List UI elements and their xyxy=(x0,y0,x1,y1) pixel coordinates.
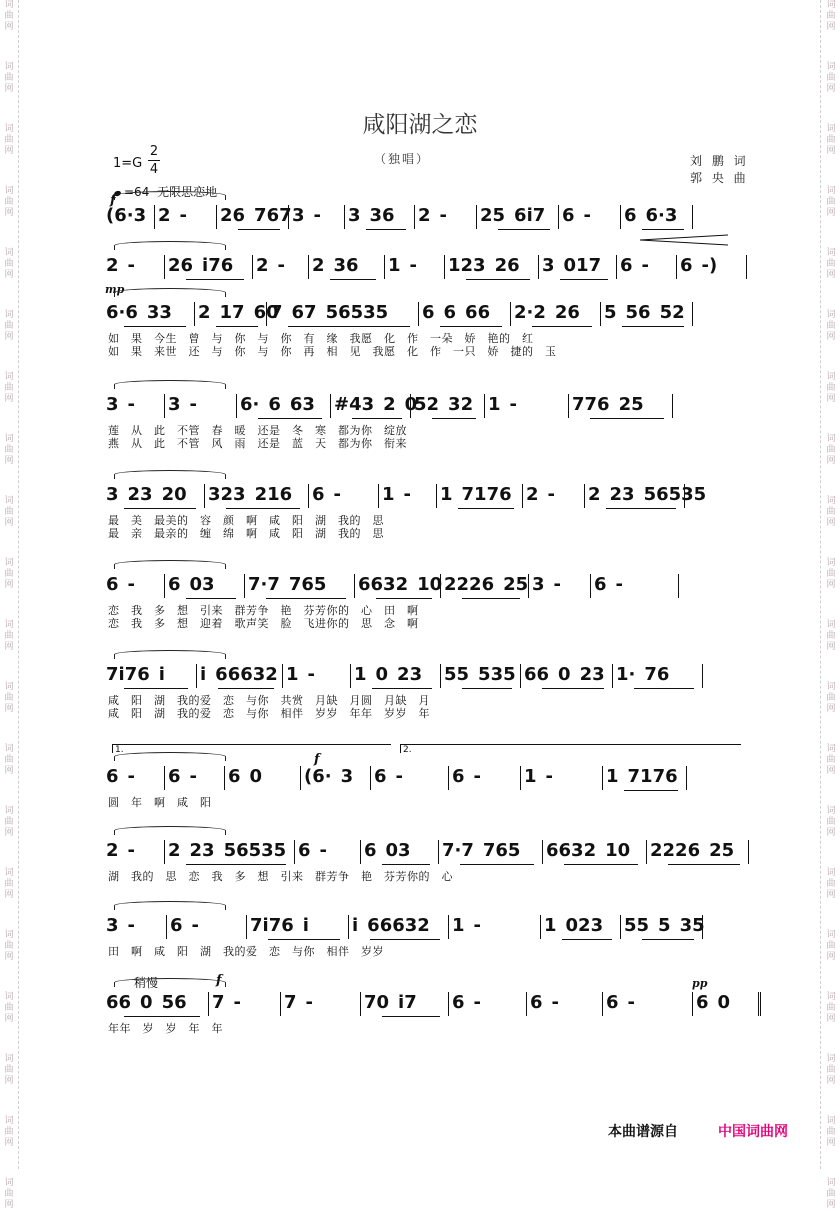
measure: 2 - xyxy=(158,205,187,226)
barline xyxy=(448,915,449,939)
tie-arc xyxy=(114,650,226,659)
measure: 6 - xyxy=(106,574,135,595)
measure: 6 0 xyxy=(696,992,731,1013)
lyrics-verse-2: 燕 从 此 不管 风 雨 还是 蓝 天 都为你 衔来 xyxy=(108,437,407,450)
barline xyxy=(692,205,693,229)
notes-line xyxy=(100,913,752,939)
measure: 3 36 xyxy=(348,205,395,226)
measure: 6 - xyxy=(606,992,635,1013)
footer-source-label: 本曲谱源自 xyxy=(608,1124,678,1140)
barline xyxy=(520,766,521,790)
measure: 70 i7 xyxy=(364,992,417,1013)
score-subtitle: （独唱） xyxy=(374,152,431,166)
beam-underline xyxy=(560,279,608,280)
measure: (6·3 xyxy=(106,205,147,226)
measure: 52 32 xyxy=(414,394,474,415)
measure: 3 - xyxy=(106,915,135,936)
beam-underline xyxy=(124,1016,200,1017)
barline xyxy=(538,255,539,279)
measure: i 66632 xyxy=(200,664,278,685)
barline xyxy=(246,915,247,939)
lyrics-verse-1: 咸 阳 湖 我的爱 恋 与你 共赏 月缺 月圆 月缺 月 xyxy=(108,694,430,707)
beam-underline xyxy=(382,864,430,865)
measure: 2226 25 xyxy=(444,574,529,595)
barline xyxy=(526,992,527,1016)
beam-underline xyxy=(642,939,694,940)
beam-underline xyxy=(532,326,592,327)
lyrics-verse-2: 如 果 来世 还 与 你 与 你 再 相 见 我愿 化 作 一只 娇 捷的 玉 xyxy=(108,345,557,358)
footer-site-link[interactable]: 中国词曲网 xyxy=(718,1124,788,1140)
beam-underline xyxy=(266,598,346,599)
tie-arc xyxy=(114,560,226,569)
measure: 66 0 23 xyxy=(524,664,605,685)
beam-underline xyxy=(562,939,612,940)
crescendo-hairpin xyxy=(640,234,730,246)
measure: 7i76 i xyxy=(106,664,165,685)
beam-underline xyxy=(124,326,186,327)
lyrics-verse-2: 最 亲 最亲的 缠 绵 啊 咸 阳 湖 我的 思 xyxy=(108,527,384,540)
barline xyxy=(676,255,677,279)
barline xyxy=(360,840,361,864)
barline xyxy=(252,255,253,279)
barline xyxy=(510,302,511,326)
lyrics-verse-2: 恋 我 多 想 迎着 歌声笑 脸 飞进你的 思 念 啊 xyxy=(108,617,419,630)
beam-underline xyxy=(372,688,432,689)
barline xyxy=(436,484,437,508)
beam-underline xyxy=(606,508,676,509)
barline xyxy=(476,205,477,229)
measure: 25 6i7 xyxy=(480,205,546,226)
measure: 1 - xyxy=(524,766,553,787)
notes-line xyxy=(100,764,752,790)
dynamic-forte-2: f xyxy=(314,752,320,767)
measure: 3 - xyxy=(106,394,135,415)
lyricist-credit: 刘 鹏 词 xyxy=(690,154,749,168)
measure: 6 - xyxy=(530,992,559,1013)
dynamic-mezzo-piano: mp xyxy=(105,283,125,296)
barline xyxy=(620,205,621,229)
beam-underline xyxy=(564,864,638,865)
beam-underline xyxy=(466,279,530,280)
barline xyxy=(414,205,415,229)
barline xyxy=(584,484,585,508)
key-signature: 1=G xyxy=(113,156,143,171)
lyrics-verse-1: 最 美 最美的 容 颜 啊 咸 阳 湖 我的 思 xyxy=(108,514,384,527)
barline xyxy=(620,915,621,939)
barline xyxy=(678,574,679,598)
watermark-left: 词 曲 网 词 曲 网 词 曲 网 词 曲 网 词 曲 网 词 曲 网 词 曲 网 词 曲 网 词 曲 网 词 曲 网 词 曲 网 词 曲 网 词 曲 网 词 曲 网 词 曲 网 词 曲 网 词 曲 网 词 曲 网 词 曲 网 词 曲 网 xyxy=(4,0,14,1210)
barline xyxy=(378,484,379,508)
tie-arc xyxy=(114,470,226,479)
barline xyxy=(360,992,361,1016)
beam-underline xyxy=(462,688,512,689)
measure: 6 - xyxy=(298,840,327,861)
barline xyxy=(330,394,331,418)
barline xyxy=(692,302,693,326)
tie-arc xyxy=(114,241,226,250)
barline xyxy=(646,840,647,864)
measure: 1 7176 xyxy=(606,766,678,787)
beam-underline xyxy=(590,418,664,419)
beam-underline xyxy=(460,864,534,865)
measure: 2 - xyxy=(106,255,135,276)
barline xyxy=(266,302,267,326)
measure: #43 2 0 xyxy=(334,394,418,415)
barline xyxy=(528,574,529,598)
tie-arc xyxy=(114,978,226,987)
measure: 1 - xyxy=(286,664,315,685)
barline xyxy=(590,574,591,598)
barline xyxy=(164,394,165,418)
measure: 2 - xyxy=(256,255,285,276)
beam-underline xyxy=(352,418,402,419)
barline xyxy=(294,840,295,864)
barline xyxy=(164,766,165,790)
lyrics-verse-1: 如 果 今生 曾 与 你 与 你 有 缘 我愿 化 作 一朵 娇 艳的 红 xyxy=(108,332,534,345)
left-margin-line xyxy=(18,0,19,1169)
barline xyxy=(282,664,283,688)
measure: 2 23 56535 xyxy=(588,484,707,505)
tempo-expression: 无限思恋地 xyxy=(157,185,218,199)
barline xyxy=(444,255,445,279)
tie-arc xyxy=(114,752,226,761)
measure: 66 0 56 xyxy=(106,992,187,1013)
notes-line xyxy=(100,392,752,418)
barline xyxy=(672,394,673,418)
measure: 2 - xyxy=(526,484,555,505)
beam-underline xyxy=(642,229,684,230)
barline xyxy=(612,664,613,688)
time-signature xyxy=(148,144,160,177)
beam-underline xyxy=(440,326,502,327)
barline xyxy=(692,992,693,1016)
barline xyxy=(602,766,603,790)
barline xyxy=(758,992,761,1016)
beam-underline xyxy=(226,508,300,509)
barline xyxy=(540,915,541,939)
barline xyxy=(354,574,355,598)
measure: 6 - xyxy=(374,766,403,787)
notes-line xyxy=(100,572,752,598)
beam-underline xyxy=(258,418,322,419)
beam-underline xyxy=(622,326,684,327)
beam-underline xyxy=(542,688,604,689)
measure: 2 17 60 xyxy=(198,302,279,323)
right-margin-line xyxy=(820,0,821,1169)
beam-underline xyxy=(624,790,678,791)
measure: 6 - xyxy=(594,574,623,595)
measure: 2 23 56535 xyxy=(168,840,287,861)
barline xyxy=(196,664,197,688)
beam-underline xyxy=(458,508,514,509)
barline xyxy=(686,766,687,790)
measure: 1 023 xyxy=(544,915,604,936)
lyrics-verse-1: 湖 我的 思 恋 我 多 想 引来 群芳争 艳 芬芳你的 心 xyxy=(108,870,453,883)
barline xyxy=(350,664,351,688)
notes-line xyxy=(100,662,752,688)
barline xyxy=(684,484,685,508)
barline xyxy=(440,664,441,688)
barline xyxy=(600,302,601,326)
measure: 3 017 xyxy=(542,255,602,276)
measure: 6 0 xyxy=(228,766,263,787)
beam-underline xyxy=(668,864,740,865)
barline xyxy=(308,484,309,508)
measure: 6 - xyxy=(562,205,591,226)
measure: 7 - xyxy=(212,992,241,1013)
measure: 7·7 765 xyxy=(248,574,327,595)
notes-line xyxy=(100,482,752,508)
barline xyxy=(418,302,419,326)
beam-underline xyxy=(634,688,694,689)
barline xyxy=(384,255,385,279)
barline xyxy=(438,840,439,864)
barline xyxy=(164,840,165,864)
beam-underline xyxy=(288,326,410,327)
barline xyxy=(164,255,165,279)
beam-underline xyxy=(218,688,274,689)
measure: 2 36 xyxy=(312,255,359,276)
time-signature-bottom: 4 xyxy=(149,162,159,177)
measure: 6 6·3 xyxy=(624,205,678,226)
measure: 2 - xyxy=(418,205,447,226)
barline xyxy=(344,205,345,229)
beam-underline xyxy=(462,598,520,599)
barline xyxy=(164,574,165,598)
beam-underline xyxy=(186,598,236,599)
barline xyxy=(448,992,449,1016)
beam-underline xyxy=(370,939,440,940)
beam-underline xyxy=(216,326,258,327)
measure: 7 - xyxy=(284,992,313,1013)
measure: 55 5 35 xyxy=(624,915,705,936)
barline xyxy=(542,840,543,864)
measure: 1 - xyxy=(452,915,481,936)
lyrics-verse-1: 田 啊 咸 阳 湖 我的爱 恋 与你 相伴 岁岁 xyxy=(108,945,384,958)
measure: 6 -) xyxy=(680,255,718,276)
measure: 6· 6 63 xyxy=(240,394,315,415)
barline xyxy=(702,664,703,688)
barline xyxy=(616,255,617,279)
measure: 6·6 33 xyxy=(106,302,172,323)
tie-arc xyxy=(114,380,226,389)
composer-credit: 郭 央 曲 xyxy=(690,171,749,185)
measure: 1· 76 xyxy=(616,664,670,685)
dynamic-pianissimo: pp xyxy=(692,977,708,990)
barline xyxy=(702,915,703,939)
beam-underline xyxy=(124,508,196,509)
barline xyxy=(236,394,237,418)
barline xyxy=(194,302,195,326)
measure: 6 - xyxy=(168,766,197,787)
barline xyxy=(154,205,155,229)
measure: 2·2 26 xyxy=(514,302,580,323)
tempo-change-mark: 稍慢 xyxy=(134,976,159,990)
barline xyxy=(746,255,747,279)
beam-underline xyxy=(268,939,340,940)
barline xyxy=(288,205,289,229)
measure: 6632 10 xyxy=(358,574,443,595)
measure: 6 - xyxy=(106,766,135,787)
measure: 26 i76 xyxy=(168,255,234,276)
notes-line xyxy=(100,300,752,326)
volta-second-ending: 2. xyxy=(400,744,741,753)
barline xyxy=(224,766,225,790)
barline xyxy=(216,205,217,229)
measure: 3 - xyxy=(532,574,561,595)
measure: 5 56 52 xyxy=(604,302,685,323)
barline xyxy=(558,205,559,229)
barline xyxy=(568,394,569,418)
measure: 1 0 23 xyxy=(354,664,423,685)
lyrics-verse-1: 年年 岁 岁 年 年 xyxy=(108,1022,223,1035)
watermark-right: 词 曲 网 词 曲 网 词 曲 网 词 曲 网 词 曲 网 词 曲 网 词 曲 网 词 曲 网 词 曲 网 词 曲 网 词 曲 网 词 曲 网 词 曲 网 词 曲 网 词 曲 网 词 曲 网 词 曲 网 词 曲 网 词 曲 网 词 曲 网 xyxy=(826,0,836,1210)
barline xyxy=(440,574,441,598)
measure: 6 - xyxy=(452,766,481,787)
volta-first-ending: 1. xyxy=(112,744,391,753)
measure: 3 - xyxy=(292,205,321,226)
barline xyxy=(448,766,449,790)
measure: 2226 25 xyxy=(650,840,735,861)
beam-underline xyxy=(382,1016,440,1017)
measure: 6 - xyxy=(452,992,481,1013)
measure: 26 767 xyxy=(220,205,292,226)
beam-underline xyxy=(366,229,406,230)
measure: 55 535 xyxy=(444,664,516,685)
barline xyxy=(520,664,521,688)
measure: 7 67 56535 xyxy=(270,302,389,323)
measure: 6 - xyxy=(170,915,199,936)
barline xyxy=(300,766,301,790)
measure: 3 23 20 xyxy=(106,484,187,505)
barline xyxy=(166,915,167,939)
measure: 3 - xyxy=(168,394,197,415)
barline xyxy=(204,484,205,508)
beam-underline xyxy=(186,864,286,865)
notes-line xyxy=(100,838,752,864)
measure: 6 03 xyxy=(168,574,215,595)
measure: 1 7176 xyxy=(440,484,512,505)
barline xyxy=(748,840,749,864)
tie-arc xyxy=(114,901,226,910)
barline xyxy=(308,255,309,279)
barline xyxy=(410,394,411,418)
tie-arc xyxy=(114,826,226,835)
measure: 123 26 xyxy=(448,255,520,276)
measure: 776 25 xyxy=(572,394,644,415)
measure: 1 - xyxy=(382,484,411,505)
beam-underline xyxy=(238,229,280,230)
measure: (6· 3 xyxy=(304,766,354,787)
barline xyxy=(244,574,245,598)
barline xyxy=(280,992,281,1016)
notes-line xyxy=(100,203,752,229)
time-signature-top: 2 xyxy=(149,144,159,159)
tie-arc xyxy=(114,191,226,200)
measure: 1 - xyxy=(488,394,517,415)
measure: 6632 10 xyxy=(546,840,631,861)
measure: 6 6 66 xyxy=(422,302,491,323)
barline xyxy=(348,915,349,939)
measure: 7i76 i xyxy=(250,915,309,936)
beam-underline xyxy=(124,688,188,689)
score-title: 咸阳湖之恋 xyxy=(362,112,478,138)
lyrics-verse-1: 莲 从 此 不管 春 暖 还是 冬 寒 都为你 绽放 xyxy=(108,424,407,437)
measure: 6 03 xyxy=(364,840,411,861)
notes-line xyxy=(100,990,752,1016)
barline xyxy=(602,992,603,1016)
lyrics-verse-1: 恋 我 多 想 引来 群芳争 艳 芬芳你的 心 田 啊 xyxy=(108,604,419,617)
beam-underline xyxy=(186,279,244,280)
measure: 1 - xyxy=(388,255,417,276)
measure: 2 - xyxy=(106,840,135,861)
measure: 6 - xyxy=(620,255,649,276)
tie-arc xyxy=(114,288,226,297)
barline xyxy=(522,484,523,508)
tempo-bpm: =64 xyxy=(124,185,150,199)
notes-line xyxy=(100,253,752,279)
beam-underline xyxy=(330,279,376,280)
beam-underline xyxy=(432,418,476,419)
beam-underline xyxy=(376,598,432,599)
barline xyxy=(484,394,485,418)
dynamic-forte: f xyxy=(110,193,116,208)
barline xyxy=(208,992,209,1016)
lyrics-verse-1: 圆 年 啊 咸 阳 xyxy=(108,796,212,809)
measure: 7·7 765 xyxy=(442,840,521,861)
dynamic-forte-3: f xyxy=(216,973,222,988)
measure: i 66632 xyxy=(352,915,430,936)
beam-underline xyxy=(498,229,550,230)
measure: 6 - xyxy=(312,484,341,505)
lyrics-verse-2: 咸 阳 湖 我的爱 恋 与你 相伴 岁岁 年年 岁岁 年 xyxy=(108,707,430,720)
barline xyxy=(370,766,371,790)
measure: 323 216 xyxy=(208,484,293,505)
